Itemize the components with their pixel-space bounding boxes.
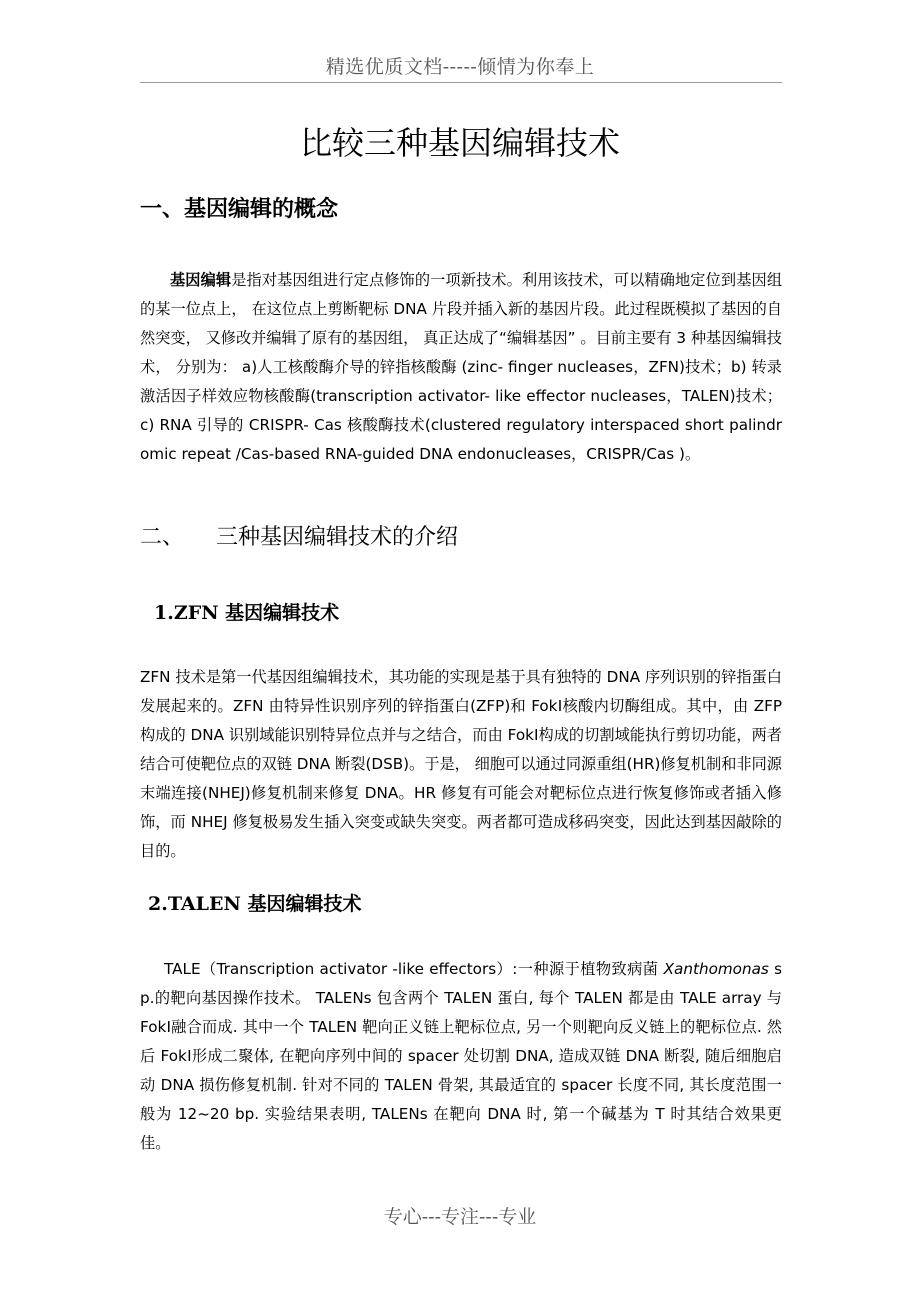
page-header: 精选优质文档-----倾情为你奉上 [325, 56, 595, 78]
zfn-paragraph: ZFN 技术是第一代基因组编辑技术，其功能的实现是基于具有独特的 DNA 序列识别的锌指蛋白发展起来的。ZFN 由特异性识别序列的锌指蛋白(ZFP)和 FokⅠ核酸内切酶组成。其中，由 ZFP 构成的 DNA 识别域能识别特异位点并与之结合，而由 FokⅠ构成的切割域能执行剪切功能，两者结合可使靶位点的双链 DNA 断裂(DSB)。于是， 细胞可以通过同源重组(HR)修复机制和非同源末端连接(NHEJ)修复机制来修复 DNA。HR 修复有可能会对靶标位点进行恢复修饰或者插入修饰，而 NHEJ 修复极易发生插入突变或缺失突变。两者都可造成移码突变，因此达到基因敲除的目的。 [140, 668, 782, 860]
talen-paragraph-start: TALE（Transcription activator -like effectors）:一种源于植物致病菌 [164, 960, 664, 978]
section-1-paragraph [140, 266, 782, 469]
talen-species-name: Xanthomonas [663, 960, 769, 978]
zfn-heading: 1.ZFN 基因编辑技术 [154, 602, 340, 624]
term-gene-editing: 基因编辑 [170, 271, 232, 289]
header-divider [140, 82, 782, 83]
section-2-title: 三种基因编辑技术的介绍 [216, 525, 459, 550]
section-2-number: 二、 [140, 525, 185, 550]
page-footer: 专心---专注---专业 [383, 1206, 537, 1228]
talen-paragraph [140, 955, 782, 1158]
section-1-heading: 一、基因编辑的概念 [140, 197, 339, 222]
section-2-heading [140, 520, 458, 551]
section-1-paragraph-text: 是指对基因组进行定点修饰的一项新技术。利用该技术，可以精确地定位到基因组的某一位点上， 在这位点上剪断靶标 DNA 片段并插入新的基因片段。此过程既模拟了基因的自然突变， 又修改并编辑了原有的基因组， 真正达成了“编辑基因” 。目前主要有 3 种基因编辑技术， 分别为： a)人工核酸酶介导的锌指核酸酶 (zinc- finger nucleases，ZFN)技术；b) 转录激活因子样效应物核酸酶(transcription activator- like effector nucleases，TALEN)技术；c) RNA 引导的 CRISPR- Cas 核酸酶技术(clustered regulatory interspaced short palindromic repeat /Cas-based RNA-guided DNA endonucleases，CRISPR/Cas )。 [140, 271, 783, 463]
talen-paragraph-rest: sp.的靶向基因操作技术。 TALENs 包含两个 TALEN 蛋白, 每个 TALEN 都是由 TALE array 与 FokⅠ融合而成. 其中一个 TALEN 靶向正义链上靶标位点, 另一个则靶向反义链上的靶标位点. 然后 FokⅠ形成二聚体, 在靶向序列中间的 spacer 处切割 DNA, 造成双链 DNA 断裂, 随后细胞启动 DNA 损伤修复机制. 针对不同的 TALEN 骨架, 其最适宜的 spacer 长度不同, 其长度范围一般为 12~20 bp. 实验结果表明, TALENs 在靶向 DNA 时, 第一个碱基为 T 时其结合效果更佳。 [140, 960, 782, 1152]
document-title: 比较三种基因编辑技术 [299, 124, 620, 162]
talen-heading: 2.TALEN 基因编辑技术 [148, 893, 362, 915]
